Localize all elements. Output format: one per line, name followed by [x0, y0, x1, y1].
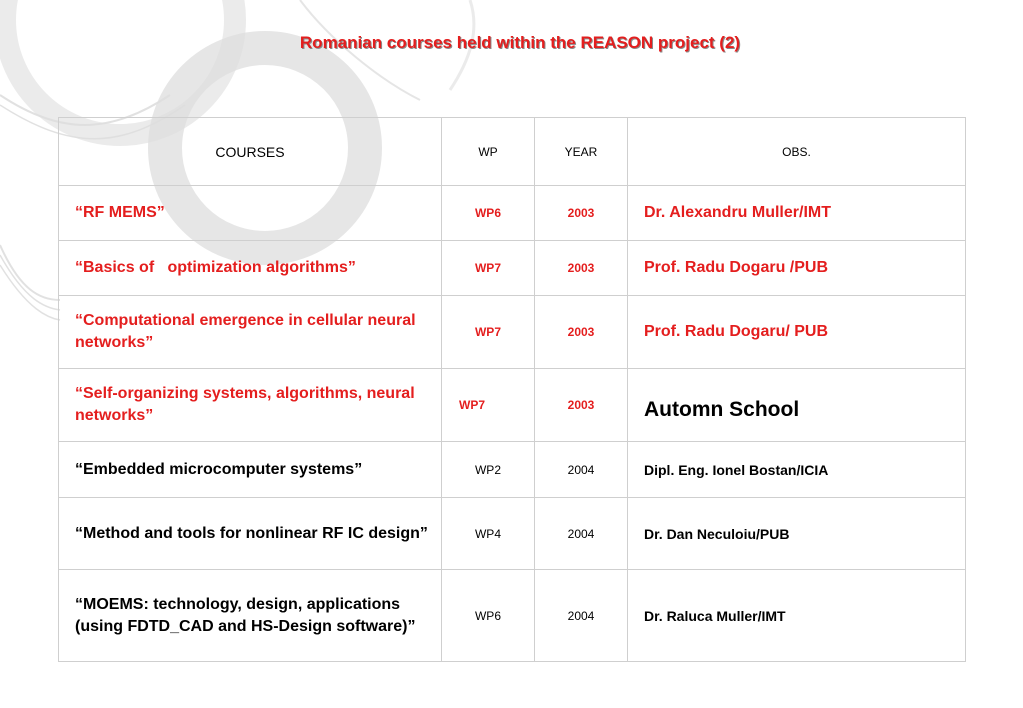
table-row — [59, 369, 966, 442]
table-row — [59, 570, 966, 662]
table-row — [59, 296, 966, 369]
wp-cell: WP7 — [442, 369, 535, 442]
course-cell: “MOEMS: technology, design, applications (using FDTD_CAD and HS-Design software)” — [59, 570, 442, 662]
obs-cell: Automn School — [628, 369, 966, 442]
wp-cell: WP7 — [442, 296, 535, 369]
course-cell: “Self-organizing systems, algorithms, neural networks” — [59, 369, 442, 442]
course-cell: “Basics of optimization algorithms” — [59, 241, 442, 296]
column-header-courses: COURSES — [59, 118, 442, 186]
course-cell: “Method and tools for nonlinear RF IC design” — [59, 498, 442, 570]
year-cell: 2003 — [535, 186, 628, 241]
wp-cell: WP7 — [442, 241, 535, 296]
table-row — [59, 241, 966, 296]
obs-cell: Prof. Radu Dogaru /PUB — [628, 241, 966, 296]
year-cell: 2003 — [535, 369, 628, 442]
wp-cell: WP2 — [442, 442, 535, 498]
column-header-wp: WP — [442, 118, 535, 186]
obs-cell: Prof. Radu Dogaru/ PUB — [628, 296, 966, 369]
year-cell: 2004 — [535, 570, 628, 662]
year-cell: 2004 — [535, 442, 628, 498]
table-row — [59, 442, 966, 498]
course-cell: “RF MEMS” — [59, 186, 442, 241]
column-header-year: YEAR — [535, 118, 628, 186]
year-cell: 2003 — [535, 241, 628, 296]
obs-cell: Dipl. Eng. Ionel Bostan/ICIA — [628, 442, 966, 498]
course-cell: “Computational emergence in cellular neural networks” — [59, 296, 442, 369]
table-row — [59, 186, 966, 241]
course-cell: “Embedded microcomputer systems” — [59, 442, 442, 498]
year-cell: 2003 — [535, 296, 628, 369]
table-header-row — [59, 118, 966, 186]
wp-cell: WP6 — [442, 570, 535, 662]
table-row — [59, 498, 966, 570]
column-header-obs: OBS. — [628, 118, 966, 186]
obs-cell: Dr. Dan Neculoiu/PUB — [628, 498, 966, 570]
wp-cell: WP4 — [442, 498, 535, 570]
obs-cell: Dr. Raluca Muller/IMT — [628, 570, 966, 662]
obs-cell: Dr. Alexandru Muller/IMT — [628, 186, 966, 241]
courses-table — [58, 117, 966, 662]
wp-cell: WP6 — [442, 186, 535, 241]
page-title: Romanian courses held within the REASON project (2) — [299, 33, 741, 52]
year-cell: 2004 — [535, 498, 628, 570]
